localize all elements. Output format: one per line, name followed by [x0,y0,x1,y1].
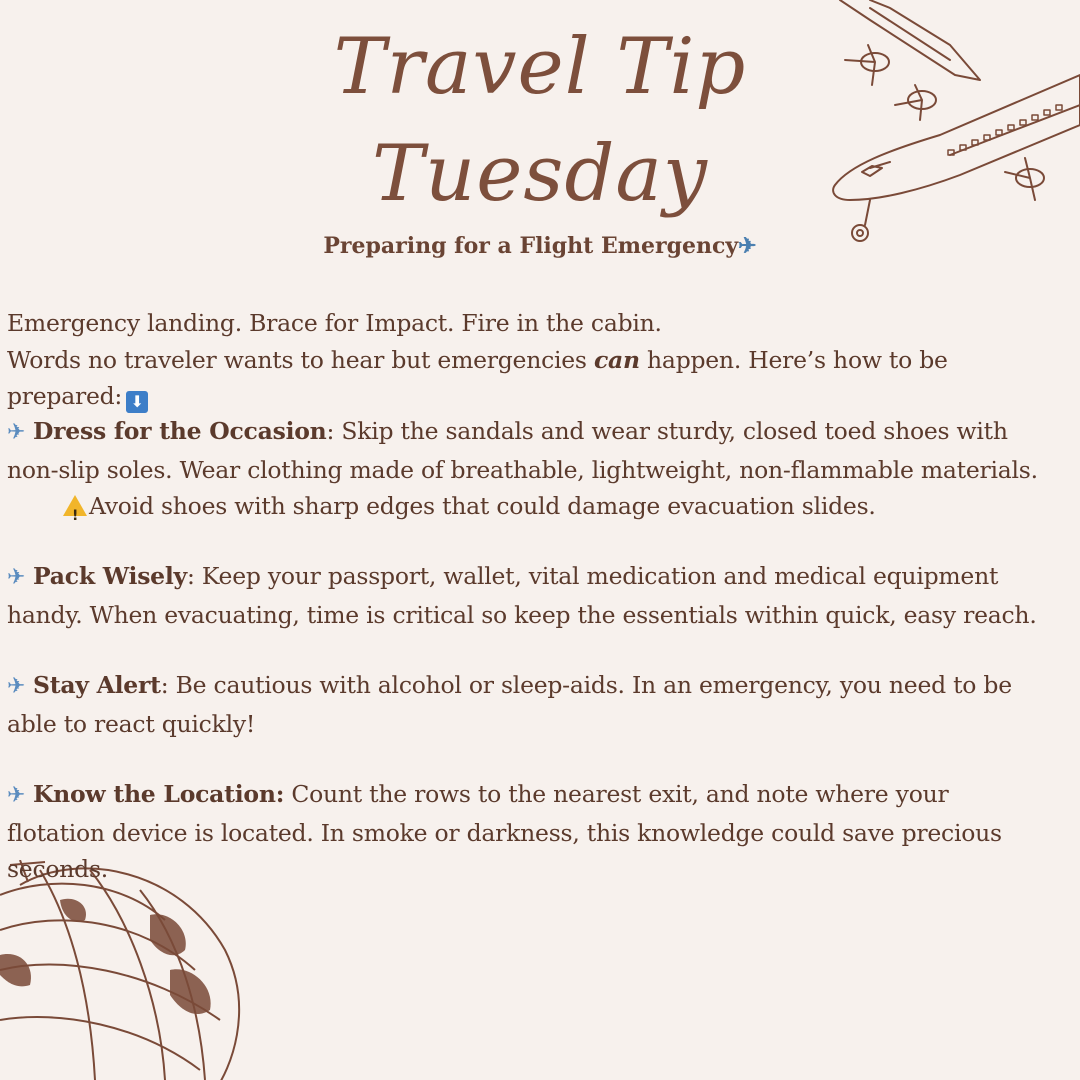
tip-dress-warning-text: Avoid shoes with sharp edges that could damage evacuation slides. [89,492,876,520]
tip-alert [7,667,1050,742]
intro-emphasis: can [593,345,640,374]
down-arrow-icon: ⬇ [126,391,148,413]
globe-illustration [0,860,245,1080]
tip-alert-heading: Stay Alert [33,671,161,699]
intro-line-1: Emergency landing. Brace for Impact. Fire in the cabin. [7,309,662,337]
tip-location-text: Count the rows to the nearest exit, and note where your flotation device is located. In smoke or darkness, this knowledge could save precious seconds. [7,780,1002,883]
warning-icon [63,495,87,516]
intro-text [7,305,1050,415]
tip-dress [7,413,1050,525]
tip-alert-paragraph [7,667,1050,742]
tip-location-paragraph [7,776,1050,888]
plane-icon: ✈ [7,565,26,590]
tip-dress-heading: Dress for the Occasion [33,417,327,445]
tip-pack-paragraph [7,558,1050,633]
tip-pack-heading: Pack Wisely [33,562,187,590]
intro-line-2-after: happen. Here’s how to be prepared: [7,345,948,410]
plane-icon: ✈ [7,674,26,699]
tip-dress-text: : Skip the sandals and wear sturdy, closed toed shoes with non-slip soles. Wear clothing made of breathable, lightweight, non-flammable materials. [7,417,1038,484]
intro-line-2 [7,342,1050,415]
tip-location-heading: Know the Location: [33,780,285,808]
tip-alert-text: : Be cautious with alcohol or sleep-aids. In an emergency, you need to be able to react quickly! [7,671,1012,738]
tip-pack [7,558,1050,633]
intro-line-2-before: Words no traveler wants to hear but emergencies [7,345,594,374]
subtitle-text: Preparing for a Flight Emergency [323,233,739,259]
plane-icon: ✈ [738,233,757,259]
subtitle [0,233,1080,259]
tip-dress-warning [7,488,1050,525]
title-line-2: Tuesday [372,129,708,219]
plane-icon: ✈ [7,420,26,445]
tip-pack-text: : Keep your passport, wallet, vital medication and medical equipment handy. When evacuating, time is critical so keep the essentials within quick, easy reach. [7,562,1037,629]
tip-dress-paragraph [7,413,1050,488]
tip-location [7,776,1050,888]
title-line-1: Travel Tip [333,22,747,112]
plane-icon: ✈ [7,783,26,808]
